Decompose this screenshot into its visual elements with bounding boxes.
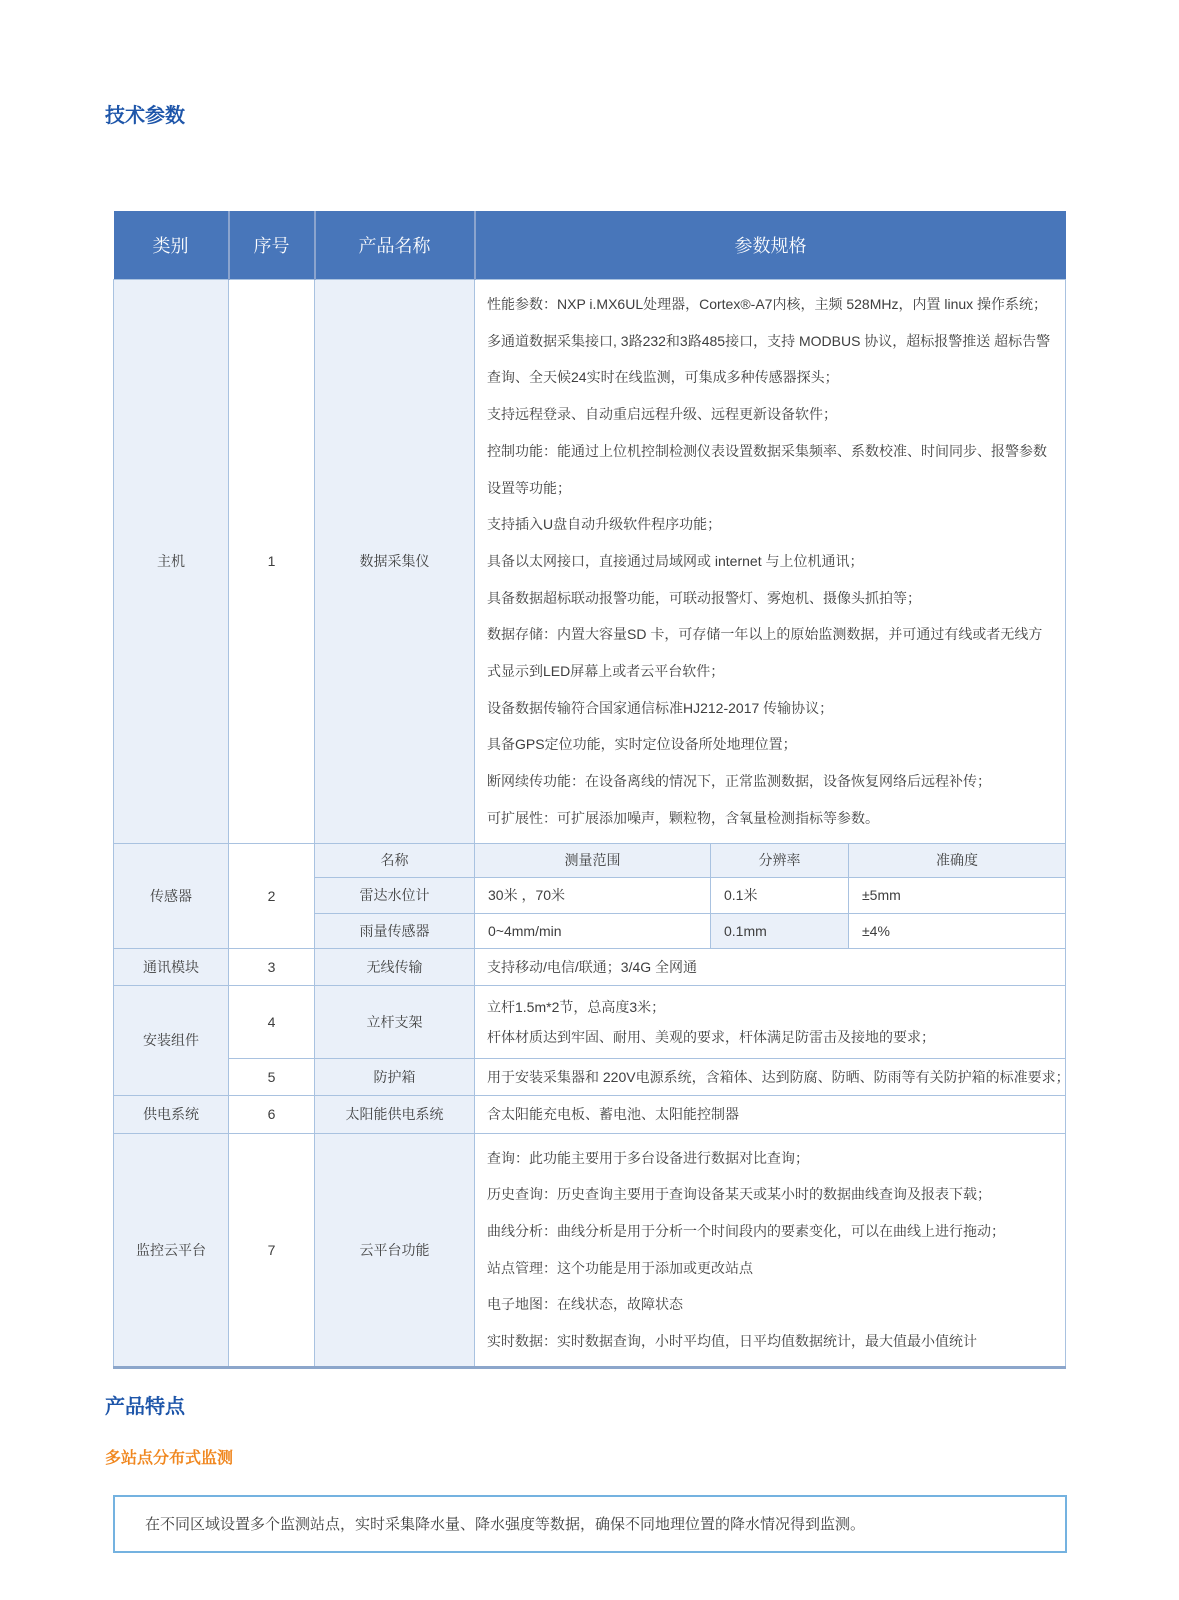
subheader-range: 测量范围 xyxy=(475,843,711,877)
table-header-row xyxy=(114,211,1066,280)
sensor-name-cell: 雷达水位计 xyxy=(315,877,475,913)
index-cell: 1 xyxy=(229,280,315,844)
spec-cell: 支持移动/电信/联通；3/4G 全网通 xyxy=(475,948,1066,985)
category-cell: 传感器 xyxy=(114,843,229,948)
spec-line: 电子地图：在线状态，故障状态 xyxy=(487,1296,683,1313)
table-row-pole xyxy=(114,985,1066,1058)
table-row-protect-box xyxy=(114,1058,1066,1095)
spec-line: 数据存储：内置大容量SD 卡，可存储一年以上的原始监测数据，并可通过有线或者无线方式显示到LED屏幕上或者云平台软件； xyxy=(487,626,1043,680)
spec-line: 具备以太网接口，直接通过局域网或 internet 与上位机通讯； xyxy=(487,552,864,569)
sensor-accuracy-cell: ±4% xyxy=(849,913,1066,948)
page-title: 技术参数 xyxy=(105,105,185,127)
spec-line: 支持插入U盘自动升级软件程序功能； xyxy=(487,516,722,533)
spec-cell: 用于安装采集器和 220V电源系统，含箱体、达到防腐、防晒、防雨等有关防护箱的标准要求； xyxy=(475,1058,1066,1095)
product-cell: 数据采集仪 xyxy=(315,280,475,844)
category-cell: 监控云平台 xyxy=(114,1133,229,1367)
spec-line: 控制功能：能通过上位机控制检测仪表设置数据采集频率、系数校准、时间同步、报警参数设置等功能； xyxy=(487,442,1047,496)
spec-table xyxy=(113,211,1070,1369)
sensor-range-cell: 0~4mm/min xyxy=(475,913,711,948)
product-cell: 立杆支架 xyxy=(315,985,475,1058)
feature-box-text: 在不同区域设置多个监测站点，实时采集降水量、降水强度等数据，确保不同地理位置的降水情况得到监测。 xyxy=(145,1516,866,1534)
sensor-range-cell: 30米 ，70米 xyxy=(475,877,711,913)
spec-cell xyxy=(475,280,1066,844)
header-index: 序号 xyxy=(229,211,315,280)
table-row-sensor-header xyxy=(114,843,1066,877)
subheader-accuracy: 准确度 xyxy=(849,843,1066,877)
index-cell: 4 xyxy=(229,985,315,1058)
spec-line: 可扩展性：可扩展添加噪声，颗粒物，含氧量检测指标等参数。 xyxy=(487,809,879,826)
spec-line: 具备GPS定位功能，实时定位设备所处地理位置； xyxy=(487,736,797,753)
spec-line: 杆体材质达到牢固、耐用、美观的要求，杆体满足防雷击及接地的要求； xyxy=(487,1028,935,1045)
spec-line: 曲线分析：曲线分析是用于分析一个时间段内的要素变化，可以在曲线上进行拖动； xyxy=(487,1222,1005,1239)
sensor-resolution-cell: 0.1米 xyxy=(711,877,849,913)
index-cell: 7 xyxy=(229,1133,315,1367)
features-title: 产品特点 xyxy=(105,1395,185,1418)
spec-cell xyxy=(475,985,1066,1058)
product-cell: 防护箱 xyxy=(315,1058,475,1095)
spec-cell xyxy=(475,1133,1066,1367)
product-cell: 太阳能供电系统 xyxy=(315,1095,475,1133)
table-row-cloud xyxy=(114,1133,1066,1367)
table-row-comm xyxy=(114,948,1066,985)
product-cell: 云平台功能 xyxy=(315,1133,475,1367)
index-cell: 2 xyxy=(229,843,315,948)
index-cell: 3 xyxy=(229,948,315,985)
spec-line: 具备数据超标联动报警功能，可联动报警灯、雾炮机、摄像头抓拍等； xyxy=(487,589,921,606)
spec-line: 支持远程登录、自动重启远程升级、远程更新设备软件； xyxy=(487,406,837,423)
sensor-name-cell: 雨量传感器 xyxy=(315,913,475,948)
header-spec: 参数规格 xyxy=(475,211,1066,280)
spec-line: 查询：此功能主要用于多台设备进行数据对比查询； xyxy=(487,1149,809,1166)
header-category: 类别 xyxy=(114,211,229,280)
spec-line: 站点管理：这个功能是用于添加或更改站点 xyxy=(487,1259,753,1276)
subheader-name: 名称 xyxy=(315,843,475,877)
table-row-power xyxy=(114,1095,1066,1133)
index-cell: 5 xyxy=(229,1058,315,1095)
subheader-resolution: 分辨率 xyxy=(711,843,849,877)
sensor-resolution-cell: 0.1mm xyxy=(711,913,849,948)
category-cell: 安装组件 xyxy=(114,985,229,1095)
spec-line: 实时数据：实时数据查询，小时平均值，日平均值数据统计，最大值最小值统计 xyxy=(487,1333,977,1350)
category-cell: 供电系统 xyxy=(114,1095,229,1133)
table-row-host xyxy=(114,280,1066,844)
spec-line: 历史查询：历史查询主要用于查询设备某天或某小时的数据曲线查询及报表下载； xyxy=(487,1186,991,1203)
spec-line: 性能参数：NXP i.MX6UL处理器，Cortex®-A7内核，主频 528MHz，内置 linux 操作系统； xyxy=(487,296,1048,312)
spec-line: 设备数据传输符合国家通信标准HJ212-2017 传输协议； xyxy=(487,699,834,716)
category-cell: 主机 xyxy=(114,280,229,844)
index-cell: 6 xyxy=(229,1095,315,1133)
product-cell: 无线传输 xyxy=(315,948,475,985)
spec-line: 断网续传功能：在设备离线的情况下，正常监测数据，设备恢复网络后远程补传； xyxy=(487,773,991,790)
category-cell: 通讯模块 xyxy=(114,948,229,985)
spec-cell: 含太阳能充电板、蓄电池、太阳能控制器 xyxy=(475,1095,1066,1133)
feature-box xyxy=(113,1495,1067,1553)
spec-line: 立杆1.5m*2节，总高度3米； xyxy=(487,998,666,1015)
header-product: 产品名称 xyxy=(315,211,475,280)
features-subtitle: 多站点分布式监测 xyxy=(105,1449,234,1467)
spec-line: 多通道数据采集接口, 3路232和3路485接口，支持 MODBUS 协议，超标报警推送 超标告警查询、全天候24实时在线监测，可集成多种传感器探头； xyxy=(487,332,1051,386)
sensor-accuracy-cell: ±5mm xyxy=(849,877,1066,913)
